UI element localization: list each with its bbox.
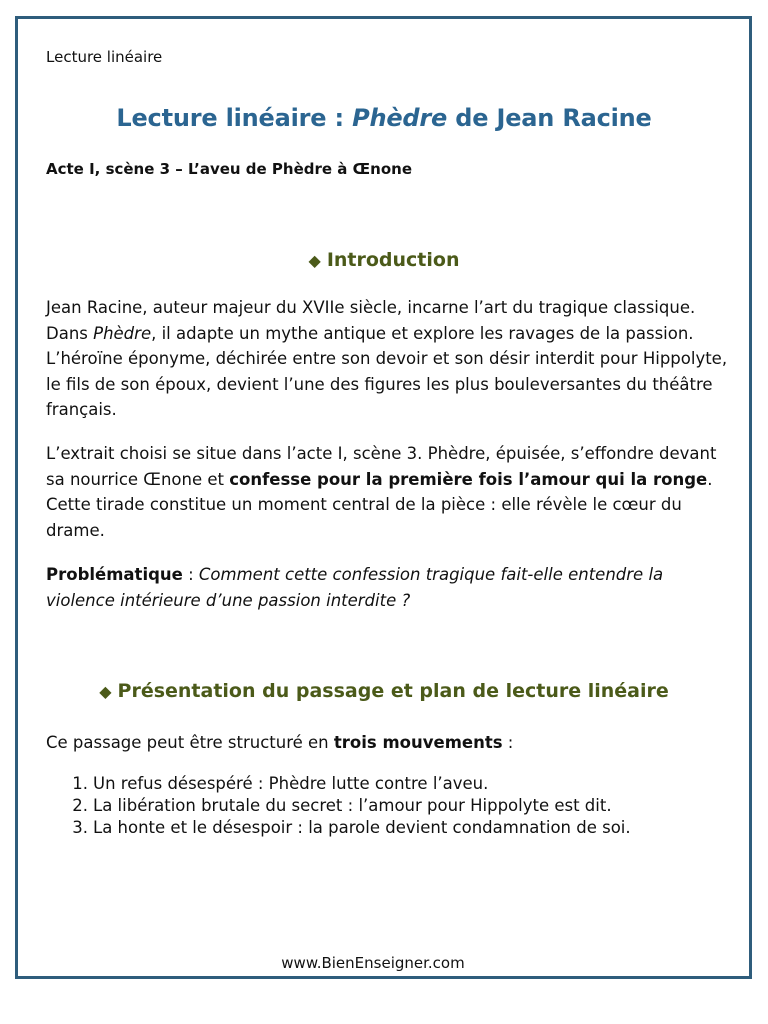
plan-intro-bold: trois mouvements bbox=[333, 733, 503, 752]
problematique-label: Problématique bbox=[46, 565, 183, 584]
footer-website: www.BienEnseigner.com bbox=[281, 954, 465, 972]
page-subtitle: Acte I, scène 3 – L’aveu de Phèdre à Œnone bbox=[46, 160, 412, 178]
list-item bbox=[46, 773, 736, 795]
list-item-text: Un refus désespéré : Phèdre lutte contre l’aveu. bbox=[93, 774, 489, 793]
list-item-number: 1. bbox=[72, 774, 88, 793]
intro-p1-text-2: , il adapte un mythe antique et explore les ravages de la passion. L’héroïne éponyme, déchirée entre son devoir et son désir interdit pour Hippolyte, le fils de son époux, devient l’une des figures les plus bouleversantes du théâtre français. bbox=[46, 323, 728, 419]
diamond-bullet-icon: ◆ bbox=[99, 682, 112, 701]
section-introduction bbox=[0, 249, 768, 271]
plan-intro-text-1: Ce passage peut être structuré en bbox=[46, 733, 334, 752]
title-work: Phèdre bbox=[352, 104, 448, 132]
section-plan bbox=[0, 680, 768, 702]
plan-intro-text-2: : bbox=[502, 733, 514, 752]
problematique-paragraph bbox=[46, 562, 736, 613]
intro-paragraph-2 bbox=[46, 441, 736, 543]
plan-intro bbox=[46, 730, 736, 756]
list-item-text: La libération brutale du secret : l’amour pour Hippolyte est dit. bbox=[93, 796, 612, 815]
list-item-text: La honte et le désespoir : la parole devient condamnation de soi. bbox=[93, 818, 631, 837]
title-suffix: de Jean Racine bbox=[447, 104, 652, 132]
section-introduction-heading: Introduction bbox=[326, 249, 460, 271]
list-item-number: 2. bbox=[72, 796, 88, 815]
section-plan-heading: Présentation du passage et plan de lecture linéaire bbox=[117, 680, 669, 702]
intro-p2-bold: confesse pour la première fois l’amour qui la ronge bbox=[229, 469, 708, 489]
intro-p1-work: Phèdre bbox=[93, 323, 152, 343]
intro-p2-text-1: L’extrait choisi se situe dans l’acte I, scène 3. Phèdre, épuisée, s’effondre devant sa nourrice Œnone et bbox=[46, 444, 717, 489]
title-prefix: Lecture linéaire : bbox=[116, 104, 353, 132]
list-item bbox=[46, 795, 736, 817]
list-item-number: 3. bbox=[72, 818, 88, 837]
intro-p2-text-2: . Cette tirade constitue un moment central de la pièce : elle révèle le cœur du drame. bbox=[46, 469, 713, 540]
diamond-bullet-icon: ◆ bbox=[308, 251, 321, 270]
page-title bbox=[0, 104, 768, 132]
movements-list bbox=[46, 773, 736, 839]
problematique-separator: : bbox=[182, 565, 199, 584]
intro-p1-text-1: Jean Racine, auteur majeur du XVIIe siècle, incarne l’art du tragique classique. Dans bbox=[46, 298, 696, 343]
page-header: Lecture linéaire bbox=[46, 48, 163, 66]
list-item bbox=[46, 817, 736, 839]
intro-paragraph-1 bbox=[46, 295, 736, 423]
problematique-question: Comment cette confession tragique fait-elle entendre la violence intérieure d’une passion interdite ? bbox=[46, 565, 664, 610]
